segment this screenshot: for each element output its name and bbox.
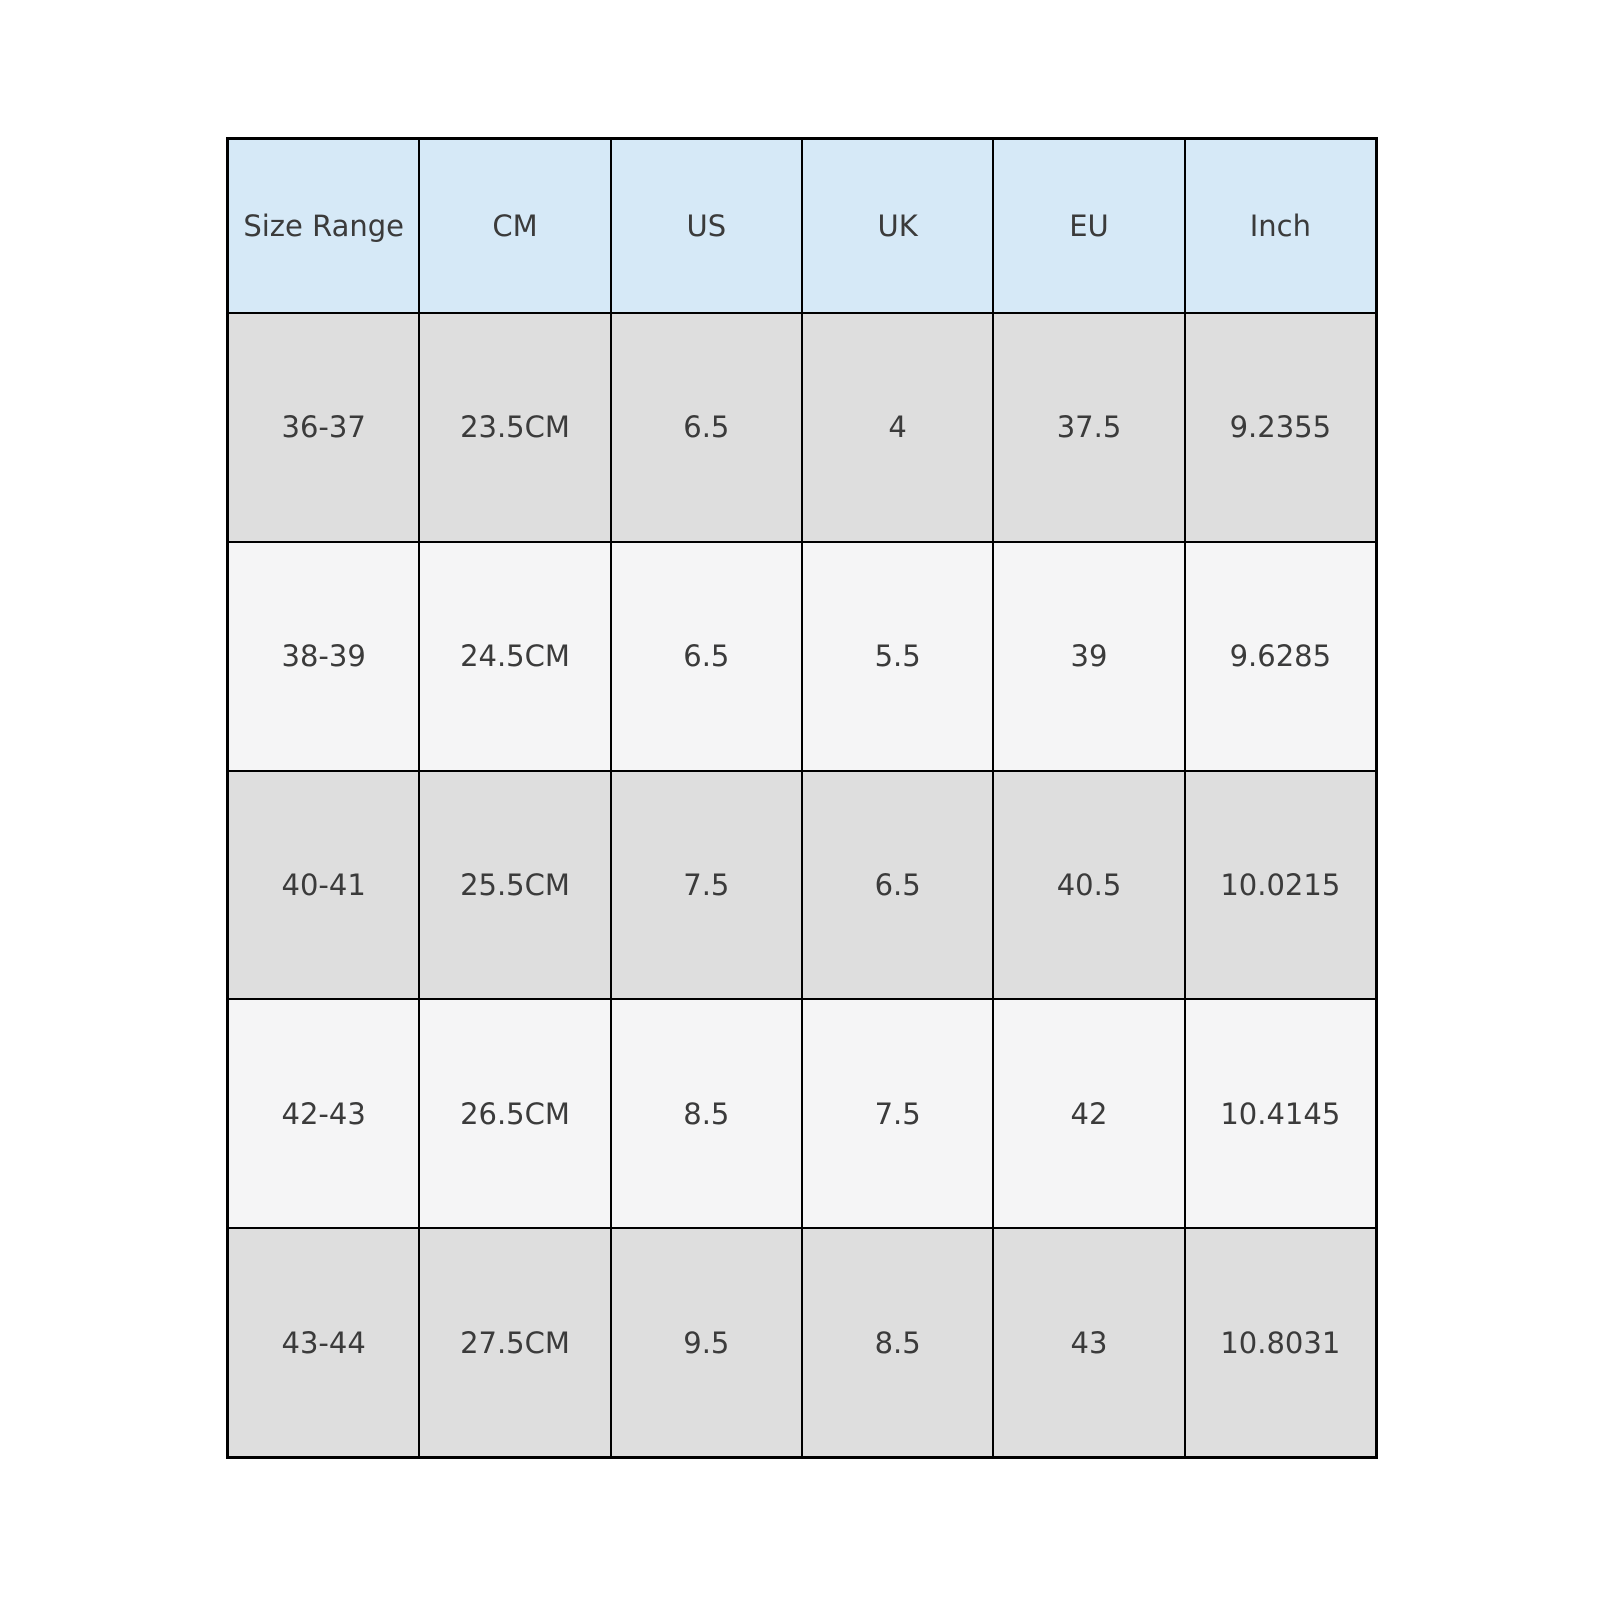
cell-us: 8.5: [612, 1000, 801, 1227]
cell-cm: 23.5CM: [420, 314, 609, 541]
header-cell-us: US: [612, 140, 801, 312]
cell-size-range: 36-37: [229, 314, 418, 541]
cell-cm: 24.5CM: [420, 543, 609, 770]
cell-uk: 7.5: [803, 1000, 992, 1227]
cell-inch: 9.2355: [1186, 314, 1375, 541]
cell-eu: 40.5: [994, 772, 1183, 999]
cell-inch: 10.0215: [1186, 772, 1375, 999]
cell-size-range: 38-39: [229, 543, 418, 770]
cell-uk: 5.5: [803, 543, 992, 770]
cell-inch: 9.6285: [1186, 543, 1375, 770]
cell-cm: 26.5CM: [420, 1000, 609, 1227]
cell-us: 6.5: [612, 543, 801, 770]
cell-us: 6.5: [612, 314, 801, 541]
cell-size-range: 40-41: [229, 772, 418, 999]
header-cell-eu: EU: [994, 140, 1183, 312]
cell-inch: 10.4145: [1186, 1000, 1375, 1227]
cell-uk: 8.5: [803, 1229, 992, 1456]
cell-us: 7.5: [612, 772, 801, 999]
header-cell-uk: UK: [803, 140, 992, 312]
cell-uk: 4: [803, 314, 992, 541]
cell-size-range: 43-44: [229, 1229, 418, 1456]
cell-us: 9.5: [612, 1229, 801, 1456]
cell-cm: 25.5CM: [420, 772, 609, 999]
header-cell-cm: CM: [420, 140, 609, 312]
header-cell-inch: Inch: [1186, 140, 1375, 312]
shoe-size-conversion-table: [226, 137, 1378, 1459]
cell-cm: 27.5CM: [420, 1229, 609, 1456]
cell-size-range: 42-43: [229, 1000, 418, 1227]
cell-inch: 10.8031: [1186, 1229, 1375, 1456]
cell-uk: 6.5: [803, 772, 992, 999]
cell-eu: 43: [994, 1229, 1183, 1456]
header-cell-size-range: Size Range: [229, 140, 418, 312]
cell-eu: 42: [994, 1000, 1183, 1227]
cell-eu: 39: [994, 543, 1183, 770]
cell-eu: 37.5: [994, 314, 1183, 541]
